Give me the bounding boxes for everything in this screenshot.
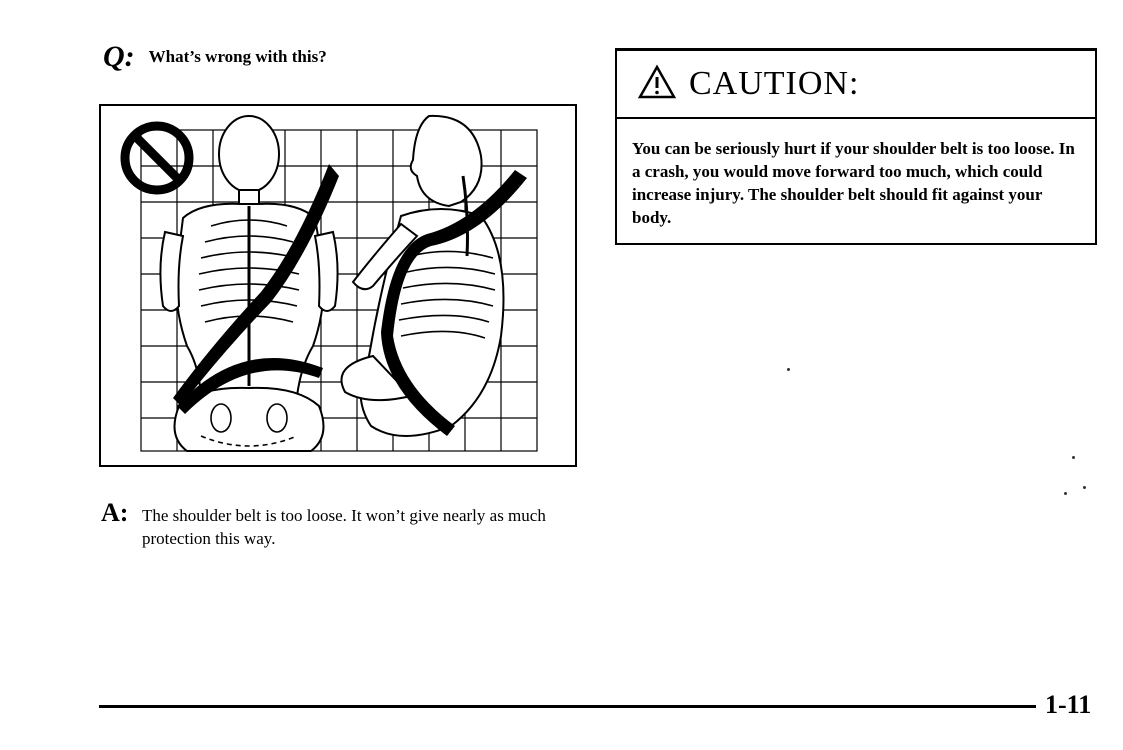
scan-speck: [1064, 492, 1067, 495]
caution-header: [617, 51, 1095, 119]
prohibition-icon: [125, 126, 189, 190]
footer-rule: [99, 705, 1036, 708]
seatbelt-illustration: [101, 106, 575, 465]
caution-body: You can be seriously hurt if your shoulder belt is too loose. In a crash, you would move forward too much, which could increase injury. The shoulder belt should fit against your body.: [632, 139, 1075, 227]
warning-triangle-icon: [637, 64, 677, 100]
question-label: Q:: [103, 40, 135, 73]
question-row: [103, 40, 327, 74]
scan-speck: [1083, 486, 1086, 489]
illustration-frame: [99, 104, 577, 467]
page-number: 1-11: [1045, 690, 1092, 719]
answer-label: A:: [101, 498, 129, 527]
answer-text: The shoulder belt is too loose. It won’t give nearly as much protection this way.: [142, 506, 546, 548]
scan-speck: [787, 368, 790, 371]
skeleton-side-view: [342, 116, 504, 436]
question-text: What’s wrong with this?: [148, 47, 327, 66]
caution-title: CAUTION:: [689, 65, 860, 102]
scan-speck: [1072, 456, 1075, 459]
caution-box: [615, 48, 1097, 245]
